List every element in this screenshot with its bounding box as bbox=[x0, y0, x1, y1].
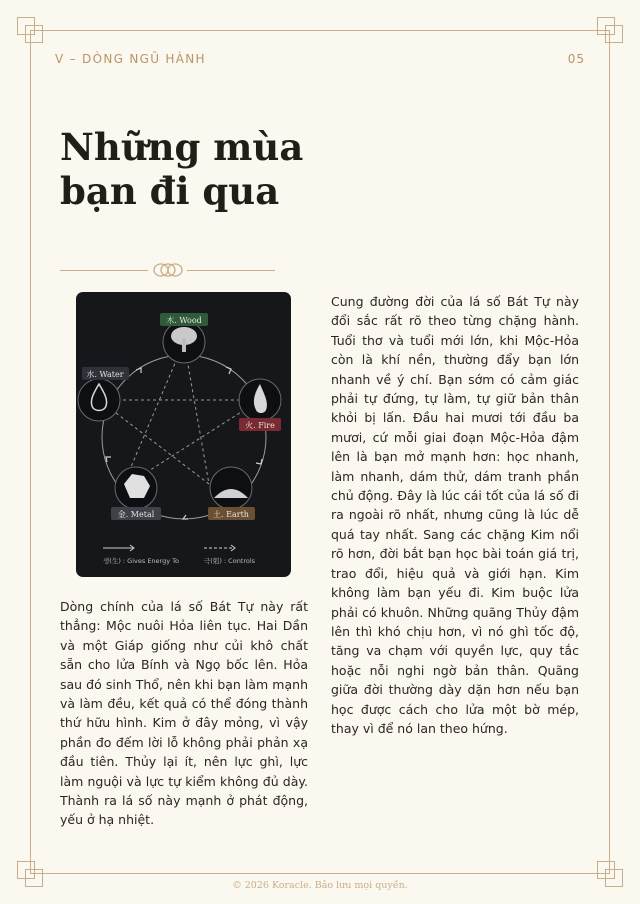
arrow-wood-to-fire bbox=[226, 367, 231, 374]
element-earth bbox=[208, 467, 255, 520]
page-title bbox=[60, 125, 360, 213]
element-wood bbox=[160, 313, 208, 363]
element-label: 土. Earth bbox=[213, 510, 249, 519]
controlling-star bbox=[99, 342, 260, 488]
corner-ornament-top-right bbox=[595, 15, 625, 45]
rings-icon bbox=[152, 262, 184, 278]
element-label: 金. Metal bbox=[117, 510, 155, 519]
element-label: 火. Fire bbox=[245, 421, 275, 430]
footer-copyright: © 2026 Koracle. Bảo lưu mọi quyền. bbox=[232, 880, 408, 891]
arrow-metal-to-water bbox=[106, 457, 111, 462]
element-label: 水. Water bbox=[86, 370, 124, 379]
legend-gives-energy: 생(生) : Gives Energy To bbox=[103, 557, 179, 565]
corner-ornament-top-left bbox=[15, 15, 45, 45]
arrow-fire-to-earth bbox=[256, 459, 262, 464]
section-label: V – DÒNG NGŨ HÀNH bbox=[55, 52, 206, 66]
title-divider-ornament bbox=[60, 262, 275, 278]
diagram-legend bbox=[103, 545, 256, 565]
body-paragraph-left: Dòng chính của lá số Bát Tự này rất thẳng: Mộc nuôi Hỏa liên tục. Hai Dần và một Giáp giống như củi khô chất sẵn cho lửa Bính và Ngọ bốc lên. Hỏa sau đó sinh Thổ, nên khi bạn làm mạnh và làm đều, kết quả có thể đóng thành thứ hữu hình. Kim ở đây mỏng, vì vậy phần đo đếm lời lỗ không phải phản xạ đầu tiên. Thủy lại ít, nên lực ghì, lực làm nguội và lực tự kiểm không đủ dày. Thành ra lá số này mạnh ở phát động, yếu ở hạ nhiệt. bbox=[60, 599, 308, 828]
element-fire bbox=[239, 379, 281, 431]
element-metal bbox=[111, 467, 161, 520]
page-number: 05 bbox=[567, 52, 585, 66]
five-elements-diagram bbox=[76, 292, 291, 577]
legend-controls: 극(剋) : Controls bbox=[204, 557, 256, 565]
arrow-earth-to-metal bbox=[183, 515, 188, 519]
element-label: 木. Wood bbox=[166, 316, 202, 325]
title-line-1: Những mùa bbox=[60, 125, 304, 169]
title-line-2: bạn đi qua bbox=[60, 169, 280, 213]
five-elements-svg bbox=[76, 292, 291, 577]
element-water bbox=[78, 367, 129, 421]
body-paragraph-right: Cung đường đời của lá số Bát Tự này đổi sắc rất rõ theo từng chặng hành. Tuổi thơ và tuổi mới lớn, khi Mộc-Hỏa còn là khí nền, thường đẩy bạn lớn nhanh về ý chí. Bạn sớm có cảm giác phải tự đứng, tự làm, tự giữ bản thân khỏi bị lấn. Đầu hai mươi tới đầu ba mươi, cứ mỗi giai đoạn Mộc-Hỏa đậm lên là bạn mở mạnh hơn: học nhanh, làm nhanh, dám thử, dám tranh phần chủ động. Đây là lúc cái tốt của lá số đi ra ngoài rõ nhất, nhưng cũng là lúc dễ quá tay nhất. Sang các chặng Kim nổi rõ hơn, đời bắt bạn học bài toán giá trị, trao đổi, hiệu quả và giới hạn. Kim không làm bạn yếu đi. Kim buộc lửa phải có khuôn. Những quãng Thủy đậm lên thì khó chịu hơn, vì nó ghì tốc độ, tăng va chạm với quyền lực, quy tắc hoặc nỗi nghi ngờ bản thân. Quãng giữa đời thường dày dặn hơn nếu bạn học được cách cho lửa một bờ mép, thay vì để nó lan theo hứng. bbox=[331, 294, 579, 736]
